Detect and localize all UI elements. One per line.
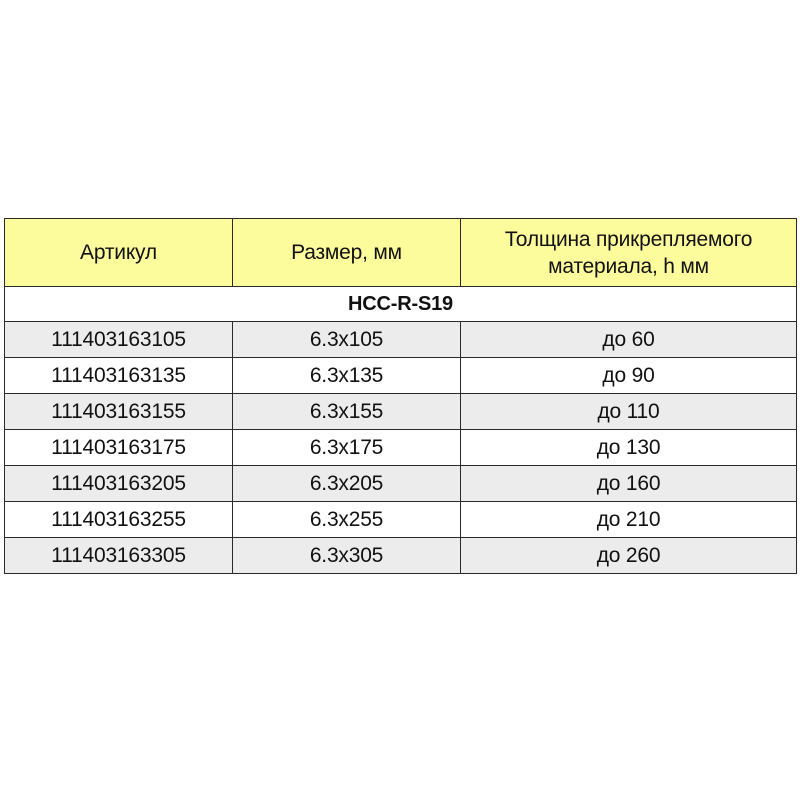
table-row — [5, 430, 797, 466]
cell-thickness: до 60 — [461, 322, 797, 358]
cell-size: 6.3x305 — [233, 538, 461, 574]
cell-thickness: до 90 — [461, 358, 797, 394]
cell-article: 111403163255 — [5, 502, 233, 538]
cell-size: 6.3x255 — [233, 502, 461, 538]
header-article: Артикул — [5, 219, 233, 287]
cell-thickness: до 160 — [461, 466, 797, 502]
cell-size: 6.3x135 — [233, 358, 461, 394]
group-row — [5, 287, 797, 322]
table-row — [5, 502, 797, 538]
cell-size: 6.3x105 — [233, 322, 461, 358]
cell-thickness: до 110 — [461, 394, 797, 430]
cell-article: 111403163305 — [5, 538, 233, 574]
table-row — [5, 466, 797, 502]
cell-size: 6.3x155 — [233, 394, 461, 430]
table-row — [5, 538, 797, 574]
group-title: HCC-R-S19 — [5, 287, 797, 322]
cell-article: 111403163205 — [5, 466, 233, 502]
cell-size: 6.3x175 — [233, 430, 461, 466]
product-spec-table — [4, 218, 797, 574]
cell-thickness: до 260 — [461, 538, 797, 574]
table-header-row — [5, 219, 797, 287]
cell-size: 6.3x205 — [233, 466, 461, 502]
table-row — [5, 322, 797, 358]
cell-thickness: до 210 — [461, 502, 797, 538]
header-thickness: Толщина прикрепляемого материала, h мм — [461, 219, 797, 287]
cell-thickness: до 130 — [461, 430, 797, 466]
cell-article: 111403163105 — [5, 322, 233, 358]
table-row — [5, 394, 797, 430]
cell-article: 111403163135 — [5, 358, 233, 394]
table-row — [5, 358, 797, 394]
cell-article: 111403163175 — [5, 430, 233, 466]
header-size: Размер, мм — [233, 219, 461, 287]
cell-article: 111403163155 — [5, 394, 233, 430]
